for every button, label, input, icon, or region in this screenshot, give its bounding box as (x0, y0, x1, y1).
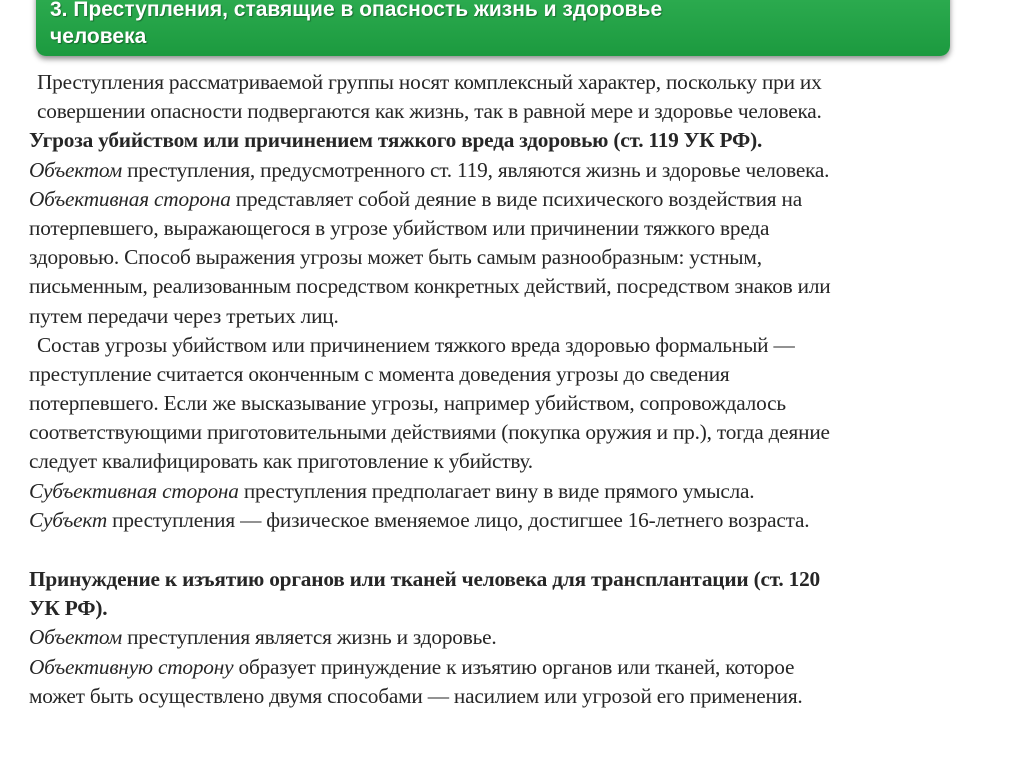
paragraph-line: потерпевшего, выражающегося в угрозе убийством или причинении тяжкого вреда (29, 215, 770, 240)
subject-text: преступления — физическое вменяемое лицо, достигшее 16-летнего возраста. (107, 507, 810, 532)
slide-title-line-1: 3. Преступления, ставящие в опасность жизнь и здоровье (50, 0, 663, 21)
paragraph-line: здоровью. Способ выражения угрозы может быть самым разнообразным: устным, (29, 245, 762, 270)
term-object: Объектом (29, 157, 122, 182)
objective-side-text: образует принуждение к изъятию органов или тканей, которое (233, 654, 795, 679)
article-120-objective-side (29, 653, 1014, 682)
paragraph-line: следует квалифицировать как приготовление к убийству. (29, 449, 533, 474)
term-objective-side: Объективную сторону (29, 654, 234, 679)
slide-title-banner (36, 0, 950, 56)
paragraph-line: преступление считается оконченным с момента доведения угрозы до сведения (29, 361, 730, 386)
paragraph-line: письменным, реализованным посредством конкретных действий, посредством знаков или (29, 274, 831, 299)
article-119-objective-side (29, 185, 1014, 214)
intro-line-2: совершении опасности подвергаются как жизнь, так в равной мере и здоровье человека. (37, 99, 822, 124)
term-subject: Субъект (29, 507, 108, 532)
intro-line-1: Преступления рассматриваемой группы носят комплексный характер, поскольку при их (37, 70, 822, 94)
article-119-object (29, 156, 1014, 185)
article-119-subject (29, 506, 1014, 535)
article-120-heading-line-2: УК РФ). (29, 596, 108, 621)
term-objective-side: Объективная сторона (29, 186, 231, 211)
paragraph-line: может быть осуществлено двумя способами — насилием или угрозой его применения. (29, 683, 803, 708)
term-object: Объектом (29, 625, 122, 650)
article-120-object (29, 623, 1014, 652)
objective-side-text: представляет собой деяние в виде психического воздействия на (230, 186, 802, 211)
paragraph-line: Состав угрозы убийством или причинением тяжкого вреда здоровью формальный — (37, 332, 795, 357)
slide-title-line-2: человека (50, 25, 147, 48)
slide-body (29, 68, 1014, 711)
paragraph-line: соответствующими приготовительными действиями (покупка оружия и пр.), тогда деяние (29, 420, 830, 445)
term-subjective-side: Субъективная сторона (29, 478, 239, 503)
subjective-side-text: преступления предполагает вину в виде прямого умысла. (238, 478, 755, 503)
object-text: преступления, предусмотренного ст. 119, являются жизнь и здоровье человека. (121, 157, 830, 182)
section-gap (29, 535, 1014, 565)
article-119-heading: Угроза убийством или причинением тяжкого вреда здоровью (ст. 119 УК РФ). (29, 128, 763, 153)
article-120-heading-line-1: Принуждение к изъятию органов или тканей человека для трансплантации (ст. 120 (29, 567, 821, 591)
object-text: преступления является жизнь и здоровье. (121, 625, 497, 650)
paragraph-line: потерпевшего. Если же высказывание угрозы, например убийством, сопровождалось (29, 391, 786, 416)
paragraph-line: путем передачи через третьих лиц. (29, 303, 339, 328)
article-119-subjective-side (29, 477, 1014, 506)
